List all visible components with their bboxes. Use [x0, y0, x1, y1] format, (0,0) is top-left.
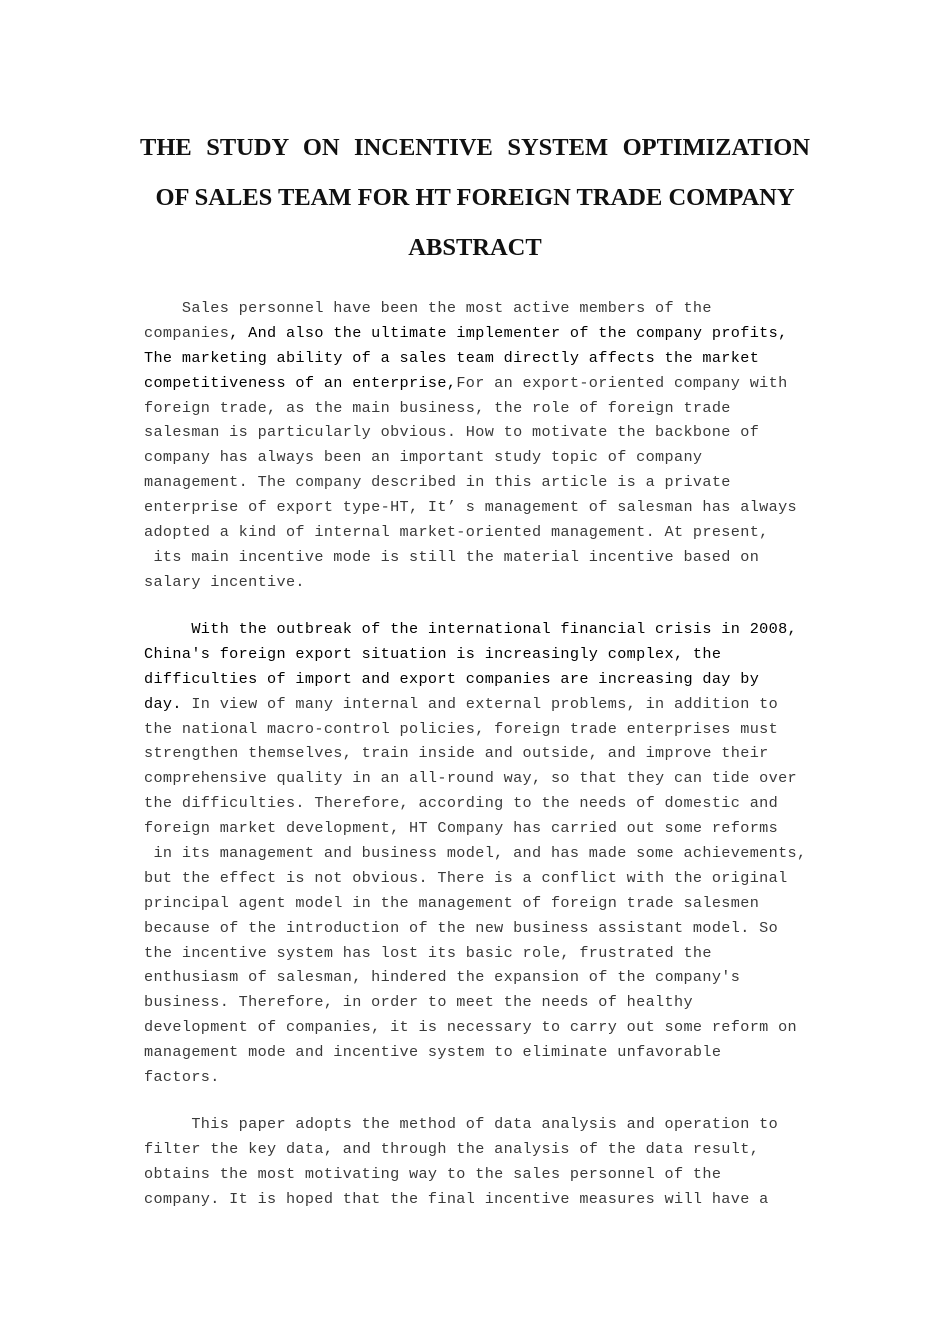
- text-segment: principal agent model in the management of foreign trade salesmen: [144, 893, 760, 912]
- title-line-1: THE STUDY ON INCENTIVE SYSTEM OPTIMIZATION: [140, 134, 810, 161]
- text-segment: This paper adopts the method of data analysis and operation to: [144, 1115, 779, 1133]
- text-segment: company. It is hoped that the final incentive measures will have a: [144, 1189, 769, 1208]
- text-segment: salary incentive.: [144, 572, 305, 591]
- text-segment: competitiveness of an enterprise,: [144, 373, 457, 392]
- text-line: [144, 891, 814, 916]
- text-line: [144, 841, 814, 866]
- text-line: [144, 617, 814, 642]
- text-segment: the difficulties. Therefore, according to the needs of domestic and: [144, 794, 779, 813]
- text-line: [144, 346, 814, 371]
- abstract-paragraph-1: [144, 296, 814, 595]
- document-title: [140, 123, 810, 273]
- text-line: [144, 470, 814, 495]
- text-line: [144, 990, 814, 1015]
- text-segment: management. The company described in this article is a private: [144, 473, 731, 492]
- text-line: [144, 570, 814, 595]
- text-segment: the national macro-control policies, foreign trade enterprises must: [144, 719, 779, 738]
- text-segment: but the effect is not obvious. There is a conflict with the original: [144, 868, 788, 887]
- text-segment: because of the introduction of the new business assistant model. So: [144, 918, 779, 937]
- text-line: [144, 941, 814, 966]
- text-segment: In view of many internal and external problems, in addition to: [181, 694, 779, 713]
- text-segment: enthusiasm of salesman, hindered the expansion of the company's: [144, 968, 741, 987]
- text-segment: day.: [144, 694, 182, 713]
- text-line: [144, 791, 814, 816]
- abstract-paragraph-2: [144, 617, 814, 1090]
- text-segment: the incentive system has lost its basic role, frustrated the: [144, 943, 712, 962]
- text-line: [144, 396, 814, 421]
- text-segment: foreign market development, HT Company has carried out some reforms: [144, 819, 779, 838]
- abstract-paragraph-3: [144, 1112, 814, 1212]
- text-segment: factors.: [144, 1068, 220, 1087]
- text-segment: strengthen themselves, train inside and outside, and improve their: [144, 744, 769, 763]
- text-segment: foreign trade, as the main business, the role of foreign trade: [144, 398, 731, 417]
- text-segment: enterprise of export type-HT, It’ s management of salesman has always: [144, 498, 798, 517]
- text-line: [144, 766, 814, 791]
- text-line: [144, 717, 814, 742]
- text-segment: adopted a kind of internal market-oriented management. At present,: [144, 523, 769, 542]
- text-line: [144, 321, 814, 346]
- text-line: [144, 445, 814, 470]
- text-segment: business. Therefore, in order to meet the needs of healthy: [144, 993, 693, 1012]
- text-line: [144, 1112, 814, 1137]
- text-line: [144, 495, 814, 520]
- text-segment: filter the key data, and through the analysis of the data result,: [144, 1139, 760, 1158]
- text-line: [144, 520, 814, 545]
- text-line: [144, 545, 814, 570]
- text-line: [144, 1187, 814, 1212]
- text-segment: in its management and business model, and has made some achievements,: [144, 844, 807, 863]
- text-segment: development of companies, it is necessary to carry out some reform on: [144, 1018, 798, 1037]
- text-line: [144, 1040, 814, 1065]
- text-segment: China's foreign export situation is increasingly complex, the: [144, 644, 722, 663]
- text-segment: comprehensive quality in an all-round way, so that they can tide over: [144, 769, 798, 788]
- text-segment: companies: [144, 323, 230, 342]
- text-line: [144, 296, 814, 321]
- text-line: [144, 866, 814, 891]
- title-line-2: OF SALES TEAM FOR HT FOREIGN TRADE COMPANY: [155, 184, 795, 211]
- text-segment: its main incentive mode is still the material incentive based on: [144, 547, 760, 566]
- text-line: [144, 916, 814, 941]
- text-segment: difficulties of import and export companies are increasing day by: [144, 669, 760, 688]
- text-segment: For an export-oriented company with: [456, 373, 788, 392]
- text-line: [144, 692, 814, 717]
- text-line: [144, 965, 814, 990]
- text-line: [144, 420, 814, 445]
- text-segment: obtains the most motivating way to the sales personnel of the: [144, 1164, 722, 1183]
- text-segment: With the outbreak of the international financial crisis in 2008,: [144, 620, 798, 638]
- text-line: [144, 741, 814, 766]
- text-line: [144, 667, 814, 692]
- text-segment: The marketing ability of a sales team directly affects the market: [144, 348, 760, 367]
- text-segment: , And also the ultimate implementer of the company profits,: [229, 323, 788, 342]
- text-line: [144, 1162, 814, 1187]
- text-line: [144, 1015, 814, 1040]
- text-line: [144, 1137, 814, 1162]
- text-line: [144, 642, 814, 667]
- text-line: [144, 371, 814, 396]
- abstract-heading: ABSTRACT: [408, 234, 542, 261]
- text-segment: salesman is particularly obvious. How to motivate the backbone of: [144, 423, 760, 442]
- text-line: [144, 816, 814, 841]
- text-segment: management mode and incentive system to eliminate unfavorable: [144, 1043, 722, 1062]
- text-line: [144, 1065, 814, 1090]
- text-segment: Sales personnel have been the most active members of the: [144, 299, 712, 317]
- text-segment: company has always been an important study topic of company: [144, 448, 703, 467]
